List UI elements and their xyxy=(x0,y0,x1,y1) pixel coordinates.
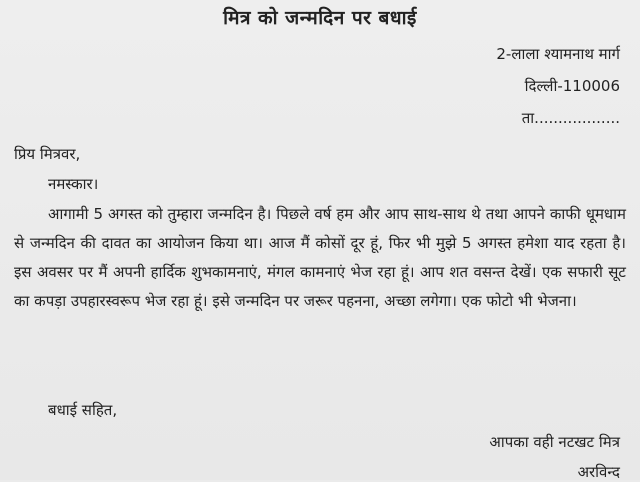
closing: बधाई सहित, xyxy=(48,401,118,419)
signature-name: अरविन्द xyxy=(577,463,620,481)
letter-body: आगामी 5 अगस्त को तुम्हारा जन्मदिन है। पिछले वर्ष हम और आप साथ-साथ थे तथा आपने काफी धूमधाम से जन्मदिन की दावत का आयोजन किया था। आज मैं कोसों दूर हूं, फिर भी मुझे 5 अगस्त हमेशा याद रहता है। इस अवसर पर मैं अपनी हार्दिक शुभकामनाएं, मंगल कामनाएं भेज रहा हूं। आप शत वसन्त देखें। एक सफारी सूट का कपड़ा उपहारस्वरूप भेज रहा हूं। इसे जन्मदिन पर जरूर पहनना, अच्छा लगेगा। एक फोटो भी भेजना। xyxy=(14,205,626,310)
date-line: ता.................. xyxy=(521,109,620,127)
letter-title: मित्र को जन्मदिन पर बधाई xyxy=(223,7,417,29)
sender-address-line2: दिल्ली-110006 xyxy=(524,77,620,95)
greeting: नमस्कार। xyxy=(48,175,99,193)
sender-address-line1: 2-लाला श्यामनाथ मार्ग xyxy=(496,45,620,63)
salutation: प्रिय मित्रवर, xyxy=(14,145,81,163)
signature-line1: आपका वही नटखट मित्र xyxy=(489,433,620,451)
